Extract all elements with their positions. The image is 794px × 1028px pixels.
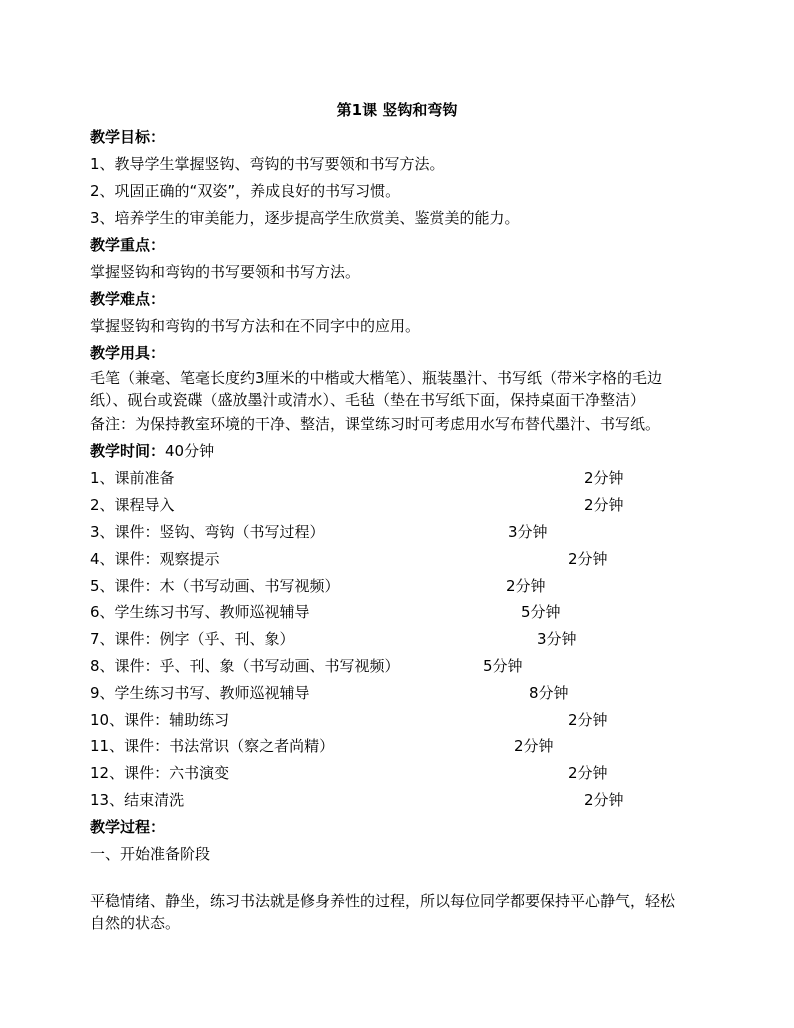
schedule-step: 13、结束清洗 bbox=[90, 791, 185, 809]
time-value: 40分钟 bbox=[165, 442, 215, 460]
schedule-duration: 2分钟 bbox=[568, 764, 608, 782]
schedule-step: 12、课件：六书演变 bbox=[90, 764, 230, 782]
schedule-step: 10、课件：辅助练习 bbox=[90, 711, 230, 729]
stage-heading: 一、开始准备阶段 bbox=[90, 845, 211, 863]
schedule-step: 9、学生练习书写、教师巡视辅导 bbox=[90, 684, 310, 702]
schedule-step: 5、课件：木（书写动画、书写视频） bbox=[90, 577, 340, 595]
schedule-step: 3、课件：竖钩、弯钩（书写过程） bbox=[90, 523, 325, 541]
process-heading: 教学过程： bbox=[90, 818, 166, 836]
schedule-step: 1、课前准备 bbox=[90, 469, 175, 487]
tools-line: 毛笔（兼毫、笔毫长度约3厘米的中楷或大楷笔）、瓶装墨汁、书写纸（带米字格的毛边 bbox=[90, 369, 663, 387]
objective-item: 1、教导学生掌握竖钩、弯钩的书写要领和书写方法。 bbox=[90, 155, 445, 173]
schedule-duration: 5分钟 bbox=[521, 603, 561, 621]
tools-note: 备注：为保持教室环境的干净、整洁，课堂练习时可考虑用水写布替代墨汁、书写纸。 bbox=[90, 415, 661, 433]
schedule-step: 11、课件：书法常识（察之者尚精） bbox=[90, 737, 335, 755]
schedule-duration: 3分钟 bbox=[508, 523, 548, 541]
schedule-step: 8、课件：乎、刊、象（书写动画、书写视频） bbox=[90, 657, 400, 675]
time-heading: 教学时间： bbox=[90, 442, 166, 460]
schedule-duration: 2分钟 bbox=[584, 496, 624, 514]
schedule-duration: 5分钟 bbox=[483, 657, 523, 675]
tools-heading: 教学用具： bbox=[90, 344, 166, 362]
teaching-time bbox=[90, 442, 214, 460]
objectives-heading: 教学目标： bbox=[90, 128, 166, 146]
key-points-heading: 教学重点： bbox=[90, 236, 166, 254]
difficulties-heading: 教学难点： bbox=[90, 290, 166, 308]
paragraph-line: 平稳情绪、静坐，练习书法就是修身养性的过程，所以每位同学都要保持平心静气，轻松 bbox=[90, 892, 676, 910]
difficulties-text: 掌握竖钩和弯钩的书写方法和在不同字中的应用。 bbox=[90, 317, 421, 335]
paragraph-line: 自然的状态。 bbox=[90, 914, 181, 932]
schedule-duration: 2分钟 bbox=[568, 711, 608, 729]
objective-item: 3、培养学生的审美能力，逐步提高学生欣赏美、鉴赏美的能力。 bbox=[90, 209, 520, 227]
key-points-text: 掌握竖钩和弯钩的书写要领和书写方法。 bbox=[90, 263, 361, 281]
schedule-duration: 2分钟 bbox=[584, 469, 624, 487]
lesson-title: 第1课 竖钩和弯钩 bbox=[336, 101, 458, 119]
schedule-duration: 2分钟 bbox=[584, 791, 624, 809]
schedule-step: 4、课件：观察提示 bbox=[90, 550, 220, 568]
schedule-duration: 3分钟 bbox=[537, 630, 577, 648]
schedule-duration: 2分钟 bbox=[568, 550, 608, 568]
objective-item: 2、巩固正确的“双姿”，养成良好的书写习惯。 bbox=[90, 182, 401, 200]
schedule-duration: 8分钟 bbox=[529, 684, 569, 702]
schedule-step: 7、课件：例字（乎、刊、象） bbox=[90, 630, 295, 648]
tools-line: 纸）、砚台或瓷碟（盛放墨汁或清水）、毛毡（垫在书写纸下面，保持桌面干净整洁） bbox=[90, 391, 646, 409]
schedule-step: 2、课程导入 bbox=[90, 496, 175, 514]
schedule-duration: 2分钟 bbox=[514, 737, 554, 755]
schedule-duration: 2分钟 bbox=[506, 577, 546, 595]
schedule-step: 6、学生练习书写、教师巡视辅导 bbox=[90, 603, 310, 621]
